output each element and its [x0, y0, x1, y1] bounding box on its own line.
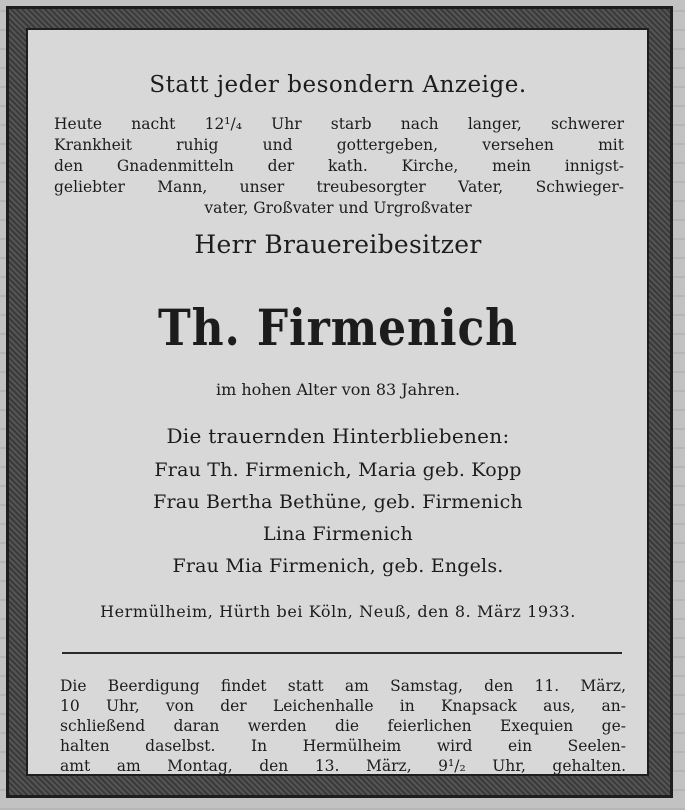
funeral-line-1: Die Beerdigung findet statt am Samstag, den 11. März,: [60, 677, 626, 695]
deceased-age: im hohen Alter von 83 Jahren.: [215, 380, 461, 399]
deceased-name: Th. Firmenich: [157, 298, 518, 357]
notice-header: Statt jeder besondern Anzeige.: [149, 72, 527, 98]
obituary-notice: [36, 36, 640, 775]
relative-4: Frau Mia Firmenich, geb. Engels.: [172, 555, 504, 577]
funeral-line-5: amt am Montag, den 13. März, 9¹/₂ Uhr, gehalten.: [60, 757, 626, 775]
divider-line: [62, 652, 622, 654]
intro-line-4: geliebter Mann, unser treubesorgter Vater, Schwieger-: [54, 178, 624, 196]
funeral-line-3: schließend daran werden die feierlichen Exequien ge-: [60, 717, 626, 735]
intro-line-1: Heute nacht 12¹/₄ Uhr starb nach langer, schwerer: [54, 115, 624, 133]
mourners-heading: Die trauernden Hinterbliebenen:: [166, 424, 510, 448]
intro-line-3: den Gnadenmitteln der kath. Kirche, mein innigst-: [54, 157, 624, 175]
intro-line-2: Krankheit ruhig und gottergeben, versehen mit: [54, 136, 624, 154]
deceased-title: Herr Brauereibesitzer: [194, 230, 482, 259]
relative-3: Lina Firmenich: [263, 523, 413, 545]
relative-2: Frau Bertha Bethüne, geb. Firmenich: [153, 491, 523, 513]
relative-1: Frau Th. Firmenich, Maria geb. Kopp: [154, 459, 522, 481]
funeral-line-4: halten daselbst. In Hermülheim wird ein Seelen-: [60, 737, 626, 755]
place-and-date: Hermülheim, Hürth bei Köln, Neuß, den 8. März 1933.: [100, 602, 576, 621]
intro-line-5: vater, Großvater und Urgroßvater: [204, 199, 472, 217]
funeral-details: [60, 676, 626, 776]
funeral-line-2: 10 Uhr, von der Leichenhalle in Knapsack aus, an-: [60, 697, 626, 715]
